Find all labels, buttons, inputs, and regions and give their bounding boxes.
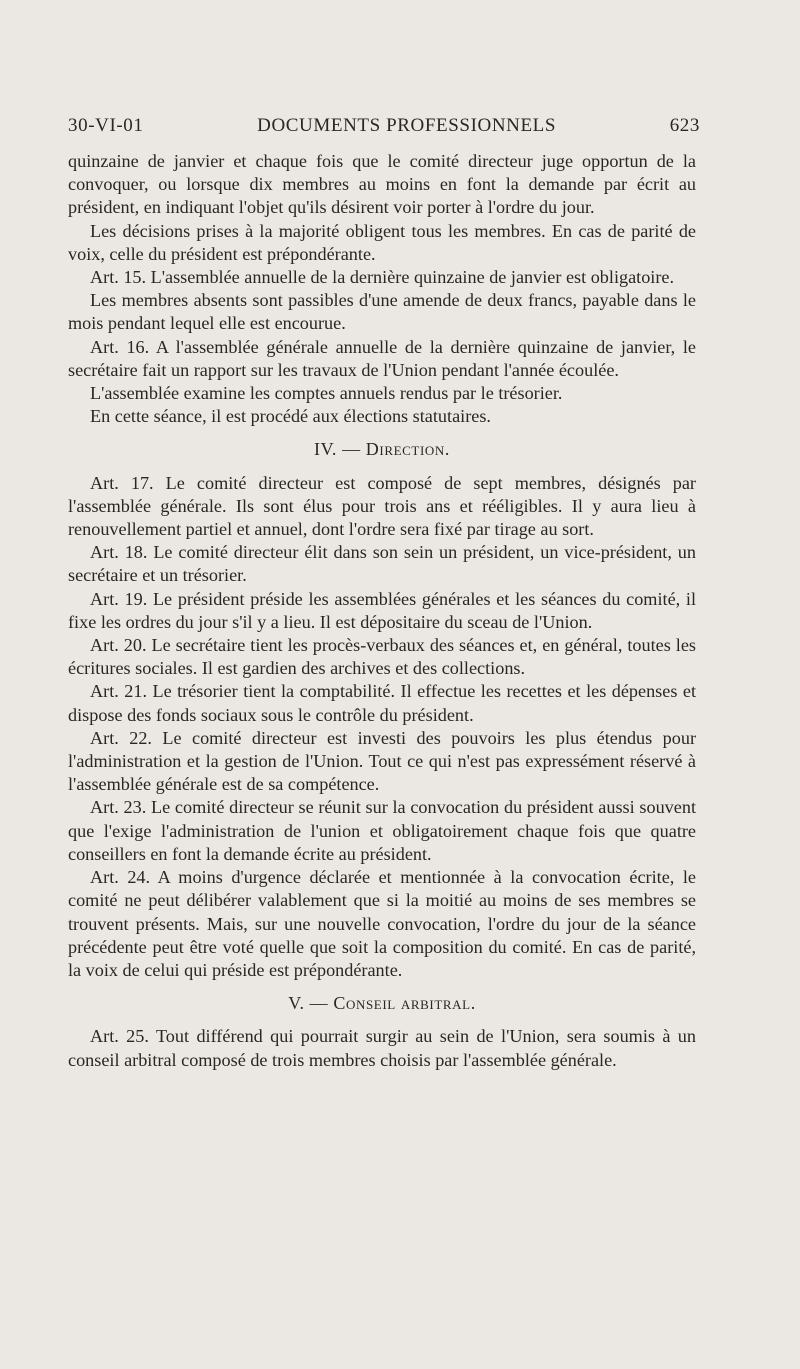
paragraph: En cette séance, il est procédé aux élections statutaires. bbox=[90, 406, 491, 427]
section-heading-iv bbox=[68, 438, 696, 461]
running-header bbox=[68, 115, 700, 137]
section-numeral: IV. — bbox=[314, 439, 366, 460]
article-18: Art. 18. Le comité directeur élit dans son sein un président, un vice-président, un secrétaire et un trésorier. bbox=[68, 542, 696, 586]
section-title: Direction. bbox=[365, 439, 450, 460]
article-17: Art. 17. Le comité directeur est composé de sept membres, désignés par l'assemblée générale. Ils sont élus pour trois ans et rééligibles. Il y aura lieu à renouvellement partiel et annuel, dont l'ordre sera fixé par tirage au sort. bbox=[68, 472, 696, 540]
header-date: 30-VI-01 bbox=[68, 115, 144, 136]
article-24: Art. 24. A moins d'urgence déclarée et mentionnée à la convocation écrite, le comité ne peut délibérer valablement que si la moitié au moins de ses membres se trouvent présents. Mais, sur une nouvelle convocation, l'ordre du jour de la séance précédente peut être voté quelle que soit la composition du comité. En cas de parité, la voix de celui qui préside est prépondérante. bbox=[68, 867, 696, 980]
paragraph: Art. 16. A l'assemblée générale annuelle de la dernière quinzaine de janvier, le secrétaire fait un rapport sur les travaux de l'Union pendant l'année écoulée. bbox=[68, 336, 696, 380]
article-19: Art. 19. Le président préside les assemblées générales et les séances du comité, il fixe les ordres du jour s'il y a lieu. Il est dépositaire du sceau de l'Union. bbox=[68, 588, 696, 632]
paragraph: Les membres absents sont passibles d'une amende de deux francs, payable dans le mois pendant lequel elle est encourue. bbox=[68, 290, 696, 334]
paragraph: Art. 15. L'assemblée annuelle de la dernière quinzaine de janvier est obligatoire. bbox=[90, 267, 675, 288]
section-title: Conseil arbitral. bbox=[333, 993, 476, 1014]
page-body bbox=[68, 150, 696, 1072]
article-20: Art. 20. Le secrétaire tient les procès-verbaux des séances et, en général, toutes les écritures sociales. Il est gardien des archives et des collections. bbox=[68, 635, 696, 679]
article-21: Art. 21. Le trésorier tient la comptabilité. Il effectue les recettes et les dépenses et dispose des fonds sociaux sous le contrôle du président. bbox=[68, 681, 696, 725]
paragraph: quinzaine de janvier et chaque fois que le comité directeur juge opportun de la convoquer, ou lorsque dix membres au moins en font la demande par écrit au président, en indiquant l'objet qu'ils désirent voir porter à l'ordre du jour. bbox=[68, 151, 696, 218]
article-23: Art. 23. Le comité directeur se réunit sur la convocation du président aussi souvent que l'exige l'administration de l'union et obligatoirement chaque fois que quatre conseillers en font la demande écrite au président. bbox=[68, 797, 696, 864]
paragraph: Les décisions prises à la majorité obligent tous les membres. En cas de parité de voix, celle du président est prépondérante. bbox=[68, 220, 696, 264]
article-22: Art. 22. Le comité directeur est investi des pouvoirs les plus étendus pour l'administration et la gestion de l'Union. Tout ce qui n'est pas expressément réservé à l'assemblée générale est de sa compétence. bbox=[68, 727, 696, 795]
paragraph: L'assemblée examine les comptes annuels rendus par le trésorier. bbox=[90, 383, 563, 404]
page-number: 623 bbox=[669, 115, 700, 136]
article-25: Art. 25. Tout différend qui pourrait surgir au sein de l'Union, sera soumis à un conseil arbitral composé de trois membres choisis par l'assemblée générale. bbox=[68, 1026, 696, 1070]
section-numeral: V. — bbox=[288, 993, 334, 1014]
section-heading-v bbox=[68, 992, 696, 1015]
header-title: DOCUMENTS PROFESSIONNELS bbox=[257, 115, 557, 136]
